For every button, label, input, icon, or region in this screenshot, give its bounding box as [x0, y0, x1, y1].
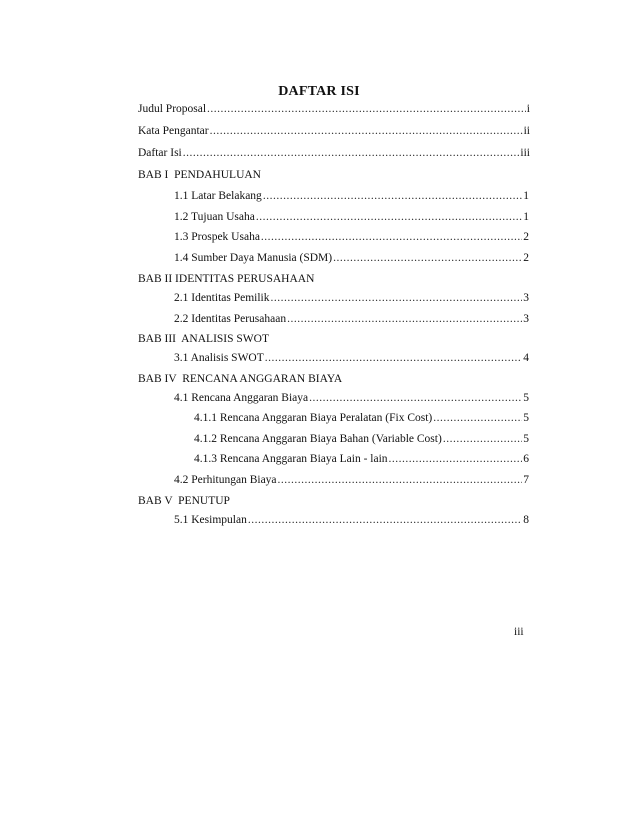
toc-entry-4-1-1 — [194, 411, 529, 426]
page-title: DAFTAR ISI — [278, 84, 360, 99]
dot-leader — [433, 411, 522, 426]
toc-entry-1-4 — [174, 251, 529, 266]
toc-entry-label: 4.1 Rencana Anggaran Biaya — [174, 392, 309, 404]
toc-entry-label: 1.2 Tujuan Usaha — [174, 211, 255, 223]
toc-entry-1-3 — [174, 230, 529, 245]
toc-entry-4-1-2 — [194, 432, 529, 447]
dot-leader — [443, 432, 522, 447]
toc-entry-1-2 — [174, 210, 529, 225]
toc-entry-page: 5 — [523, 433, 529, 445]
toc-entry-2-1 — [174, 291, 529, 306]
chapter-heading-bab-5: BAB V PENUTUP — [138, 495, 230, 507]
toc-entry-daftar-isi — [138, 146, 530, 161]
toc-entry-label: 1.4 Sumber Daya Manusia (SDM) — [174, 252, 333, 264]
chapter-heading-bab-2: BAB II IDENTITAS PERUSAHAAN — [138, 273, 315, 285]
toc-entry-label: 2.2 Identitas Perusahaan — [174, 313, 287, 325]
toc-entry-page: 5 — [523, 392, 529, 404]
dot-leader — [309, 391, 522, 406]
dot-leader — [287, 312, 522, 327]
toc-entry-page: 2 — [523, 231, 529, 243]
chapter-heading-bab-3: BAB III ANALISIS SWOT — [138, 333, 269, 345]
toc-entry-page: 3 — [523, 313, 529, 325]
toc-entry-label: 1.3 Prospek Usaha — [174, 231, 260, 243]
toc-entry-page: 1 — [523, 190, 529, 202]
toc-entry-1-1 — [174, 189, 529, 204]
dot-leader — [271, 291, 523, 306]
toc-entry-2-2 — [174, 312, 529, 327]
page-number: iii — [514, 626, 524, 638]
toc-entry-page: 8 — [523, 514, 529, 526]
dot-leader — [389, 452, 523, 467]
dot-leader — [207, 102, 526, 117]
dot-leader — [183, 146, 520, 161]
toc-entry-4-1-3 — [194, 452, 529, 467]
toc-entry-label: Kata Pengantar — [138, 125, 209, 137]
toc-entry-page: 4 — [523, 352, 529, 364]
chapter-heading-bab-1: BAB I PENDAHULUAN — [138, 169, 261, 181]
toc-entry-page: 1 — [523, 211, 529, 223]
toc-entry-kata-pengantar — [138, 124, 530, 139]
dot-leader — [278, 473, 523, 488]
dot-leader — [265, 351, 522, 366]
chapter-heading-bab-4: BAB IV RENCANA ANGGARAN BIAYA — [138, 373, 343, 385]
toc-entry-page: 5 — [523, 412, 529, 424]
toc-entry-label: 5.1 Kesimpulan — [174, 514, 247, 526]
toc-entry-label: 4.1.1 Rencana Anggaran Biaya Peralatan (Fix Cost) — [194, 412, 433, 424]
toc-entry-label: 4.2 Perhitungan Biaya — [174, 474, 277, 486]
toc-entry-page: 3 — [523, 292, 529, 304]
toc-entry-label: 4.1.3 Rencana Anggaran Biaya Lain - lain — [194, 453, 388, 465]
toc-entry-label: 3.1 Analisis SWOT — [174, 352, 264, 364]
toc-entry-label: 1.1 Latar Belakang — [174, 190, 262, 202]
toc-entry-page: iii — [520, 147, 530, 159]
toc-entry-page: 7 — [523, 474, 529, 486]
dot-leader — [210, 124, 523, 139]
toc-entry-judul-proposal — [138, 102, 530, 117]
toc-entry-4-1 — [174, 391, 529, 406]
dot-leader — [263, 189, 522, 204]
dot-leader — [248, 513, 522, 528]
toc-entry-label: Daftar Isi — [138, 147, 182, 159]
dot-leader — [256, 210, 522, 225]
toc-entry-label: Judul Proposal — [138, 103, 207, 115]
toc-entry-5-1 — [174, 513, 529, 528]
toc-entry-3-1 — [174, 351, 529, 366]
toc-entry-label: 2.1 Identitas Pemilik — [174, 292, 270, 304]
toc-entry-page: 2 — [523, 252, 529, 264]
toc-entry-page: i — [526, 103, 530, 115]
toc-entry-page: ii — [523, 125, 530, 137]
toc-entry-page: 6 — [523, 453, 529, 465]
toc-entry-label: 4.1.2 Rencana Anggaran Biaya Bahan (Variable Cost) — [194, 433, 442, 445]
dot-leader — [333, 251, 522, 266]
dot-leader — [261, 230, 522, 245]
toc-entry-4-2 — [174, 473, 529, 488]
